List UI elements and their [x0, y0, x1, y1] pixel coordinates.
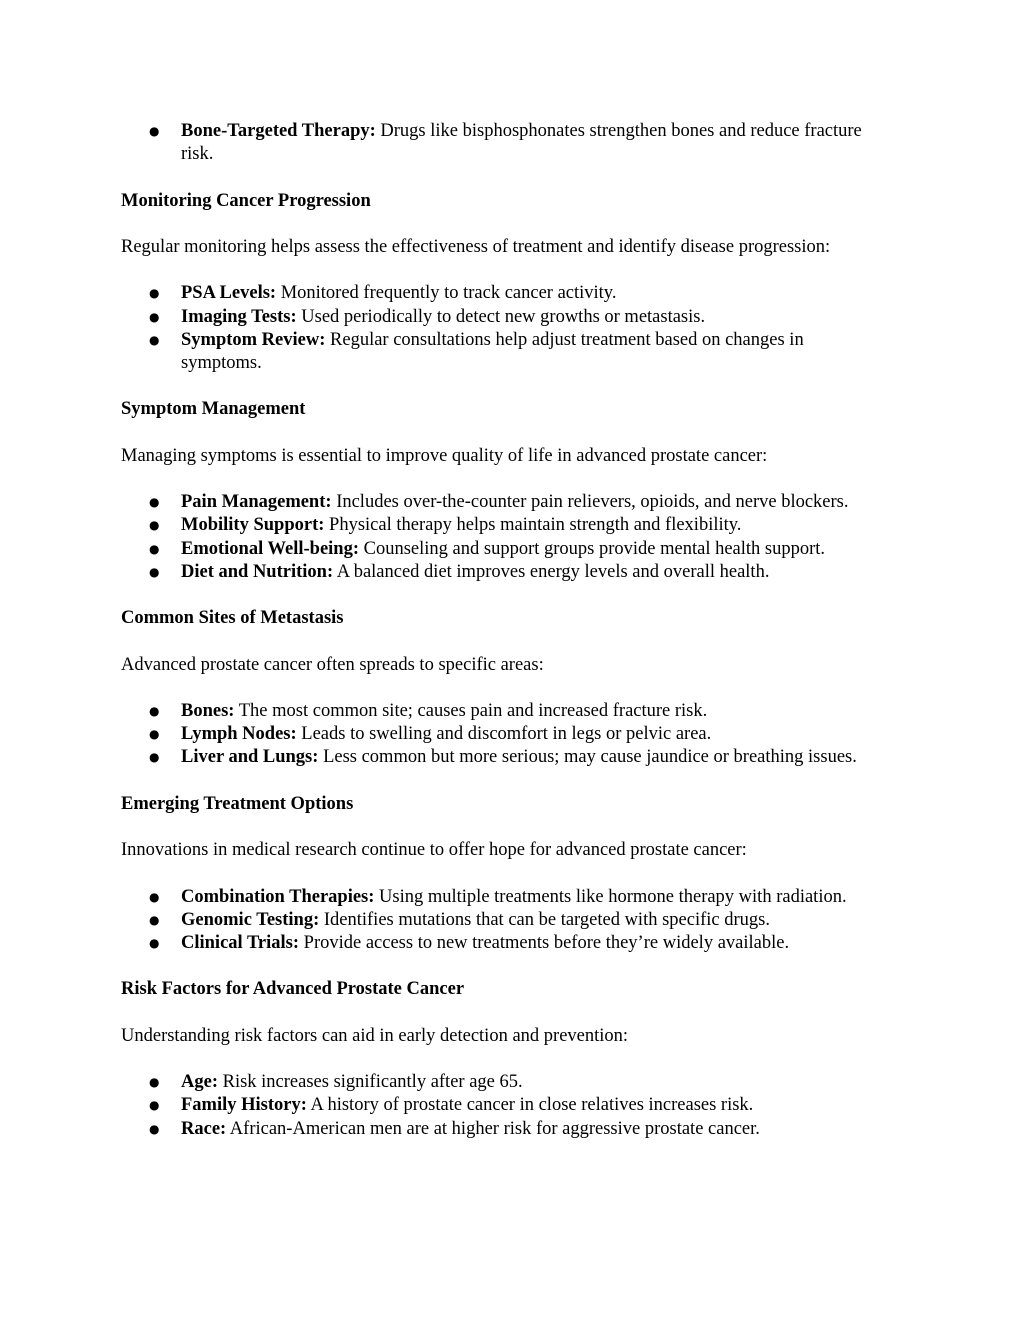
bullet-icon: ●: [149, 518, 160, 533]
item-text: Leads to swelling and discomfort in legs or pelvic area.: [296, 724, 712, 745]
list-item: [121, 932, 871, 955]
item-text: Monitored frequently to track cancer activity.: [276, 283, 617, 304]
bullet-icon: ●: [149, 727, 160, 742]
section-heading: Symptom Management: [121, 399, 306, 420]
list-item: [121, 282, 871, 305]
list-item: [121, 909, 871, 932]
bullet-icon: ●: [149, 1098, 160, 1113]
item-text: Regular consultations help adjust treatment based on changes in symptoms.: [181, 329, 804, 373]
item-term: Bone-Targeted Therapy:: [181, 121, 376, 141]
item-term: Race:: [181, 1118, 227, 1139]
item-term: Combination Therapies:: [181, 886, 375, 907]
section-heading: Common Sites of Metastasis: [121, 608, 344, 629]
list-item: [121, 514, 871, 537]
item-term: Age:: [181, 1072, 218, 1093]
bullet-icon: ●: [149, 564, 160, 579]
list-item: [121, 700, 871, 723]
bullet-icon: ●: [149, 703, 160, 718]
item-term: Emotional Well-being:: [181, 538, 359, 559]
document-body: [121, 120, 921, 1141]
section-intro: Advanced prostate cancer often spreads to specific areas:: [121, 654, 544, 675]
list-item: [121, 491, 871, 514]
item-term: Lymph Nodes:: [181, 724, 297, 745]
bullet-list: [121, 1071, 921, 1141]
item-term: PSA Levels:: [181, 283, 277, 304]
section-intro: Managing symptoms is essential to improve quality of life in advanced prostate cancer:: [121, 445, 768, 466]
bullet-icon: ●: [149, 1075, 160, 1090]
item-text: Identifies mutations that can be targeted with specific drugs.: [319, 909, 770, 930]
list-item: [121, 746, 871, 769]
item-text: Using multiple treatments like hormone therapy with radiation.: [374, 886, 847, 907]
item-text: Counseling and support groups provide mental health support.: [359, 538, 826, 559]
list-item: [121, 723, 871, 746]
bullet-icon: ●: [149, 286, 160, 301]
item-text: The most common site; causes pain and increased fracture risk.: [234, 700, 708, 721]
section-intro: Innovations in medical research continue to offer hope for advanced prostate cancer:: [121, 840, 747, 861]
bullet-icon: ●: [149, 889, 160, 904]
bullet-list: [121, 700, 921, 770]
list-item: [121, 1118, 871, 1141]
bullet-icon: ●: [149, 541, 160, 556]
bullet-icon: ●: [149, 912, 160, 927]
bullet-icon: ●: [149, 124, 160, 138]
section-heading: Monitoring Cancer Progression: [121, 190, 371, 211]
bullet-icon: ●: [149, 332, 160, 347]
bullet-list: [121, 886, 921, 956]
bullet-list: [121, 282, 921, 375]
bullet-icon: ●: [149, 309, 160, 324]
bullet-icon: ●: [149, 1121, 160, 1136]
item-text: A history of prostate cancer in close relatives increases risk.: [306, 1095, 754, 1116]
section-intro: Understanding risk factors can aid in early detection and prevention:: [121, 1025, 629, 1046]
item-term: Imaging Tests:: [181, 306, 297, 327]
list-item: [121, 538, 871, 561]
section-intro: Regular monitoring helps assess the effectiveness of treatment and identify disease progression:: [121, 236, 831, 257]
bullet-icon: ●: [149, 750, 160, 765]
list-item: [121, 329, 871, 375]
bullet-list: [121, 491, 921, 584]
list-item: [121, 561, 871, 584]
list-item: [121, 1094, 871, 1117]
item-term: Diet and Nutrition:: [181, 561, 334, 582]
item-term: Family History:: [181, 1095, 307, 1116]
bullet-list: [121, 120, 921, 166]
list-item: [121, 306, 871, 329]
item-term: Mobility Support:: [181, 515, 325, 536]
item-text: Provide access to new treatments before they’re widely available.: [299, 932, 790, 953]
item-text: Risk increases significantly after age 65.: [217, 1072, 523, 1093]
bullet-icon: ●: [149, 495, 160, 510]
item-term: Genomic Testing:: [181, 909, 320, 930]
item-text: Drugs like bisphosphonates strengthen bones and reduce fracture risk.: [181, 121, 862, 165]
section-heading: Emerging Treatment Options: [121, 793, 354, 814]
list-item: [121, 886, 871, 909]
bullet-icon: ●: [149, 935, 160, 950]
item-term: Liver and Lungs:: [181, 747, 319, 768]
item-term: Bones:: [181, 700, 235, 721]
item-text: A balanced diet improves energy levels and overall health.: [333, 561, 770, 582]
item-term: Clinical Trials:: [181, 932, 300, 953]
item-text: Less common but more serious; may cause jaundice or breathing issues.: [318, 747, 857, 768]
item-text: Physical therapy helps maintain strength and flexibility.: [324, 515, 742, 536]
item-text: Used periodically to detect new growths or metastasis.: [296, 306, 706, 327]
list-item: [121, 1071, 871, 1094]
item-text: Includes over-the-counter pain relievers, opioids, and nerve blockers.: [331, 492, 849, 513]
item-term: Pain Management:: [181, 492, 332, 513]
item-text: African-American men are at higher risk for aggressive prostate cancer.: [226, 1118, 760, 1139]
list-item: [121, 120, 871, 166]
section-heading: Risk Factors for Advanced Prostate Cancer: [121, 979, 465, 1000]
item-term: Symptom Review:: [181, 329, 326, 350]
